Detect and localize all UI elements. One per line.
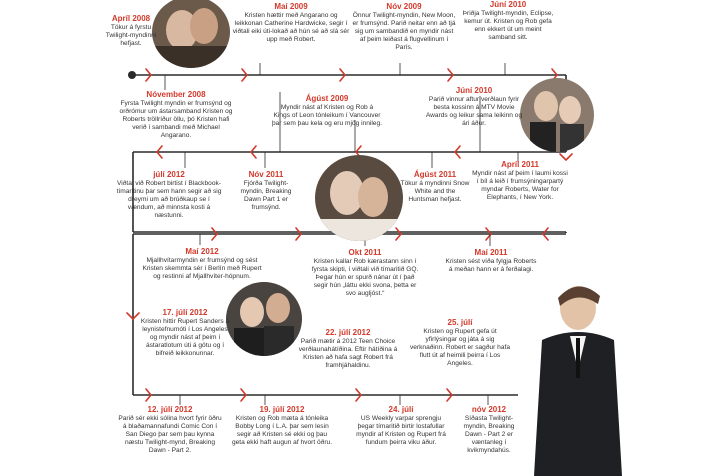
event-text: Kristen og Rob mæta á tónleika Bobby Long í L.A. þar sem lesin segir að Kristen sé ekki og þau geta ekki haft augun af hvort öðru. <box>231 415 333 446</box>
event-agu2009 <box>272 94 382 128</box>
event-text: Mjallhvítarmyndin er frumsýnd og sést Kristen skemmta sér í Berlín með Rupert og restinni af Mjallhvíter-hópnum. <box>142 257 262 280</box>
event-mai2011 <box>444 248 538 274</box>
couple-photo-breaking-dawn <box>315 155 403 241</box>
event-text: Myndir nást af þeim í laumi kossi í bíl á leið í frumsýningarpartý myndar Roberts, Water for Elephants, í New York. <box>472 170 568 201</box>
event-date: júlí 2012 <box>153 170 185 179</box>
robert-pattinson-photo <box>518 280 638 476</box>
event-text: Fyrsta Twilight myndin er frumsýnd og orðrómur um ástarsamband Kristen og Roberts tröllríður öllu, þó Kristen hafi verið í sambandi með Michael Angarano. <box>119 100 233 139</box>
event-date: 12. júlí 2012 <box>147 405 193 414</box>
event-nov2011 <box>236 170 296 212</box>
event-text: Þriðja Twilight-myndin, Eclipse, kemur út. Kristen og Rob gefa enn ekkert út um meint samband sitt. <box>462 10 554 41</box>
event-date: Maí 2011 <box>474 248 508 257</box>
event-jul2012c <box>298 328 398 370</box>
event-text: Kristen sést víða fylgja Roberts á meðan hann er á ferðalagi. <box>445 258 537 273</box>
event-date: 22. júlí 2012 <box>325 328 371 337</box>
event-nov2008 <box>118 90 234 140</box>
event-text: Önnur Twilight-myndin, New Moon, er frumsýnd. Parið neitar enn að tjá sig um sambandið en myndir nást af þeim leiðast á flugvellinum í París. <box>352 12 456 51</box>
event-agu2011 <box>400 170 470 204</box>
event-mai2009 <box>232 2 350 44</box>
event-date: 24. júlí <box>388 405 414 414</box>
event-apr2008 <box>100 14 162 48</box>
event-date: Ágúst 2009 <box>305 94 349 103</box>
event-text: Parið vinnur aftur verðlaun fyrir besta kossinn á MTV Movie Awards og leikur sama leikinn og ári áður. <box>425 96 523 127</box>
event-nov2009 <box>352 2 456 52</box>
event-date: Júní 2010 <box>455 86 493 95</box>
event-date: Júní 2010 <box>489 0 527 9</box>
event-date: Nóv 2011 <box>248 170 284 179</box>
event-date: Maí 2009 <box>274 2 308 11</box>
event-text: Myndir nást af Kristen og Rob á Kings of Leon tónleikum í Vancouver þar sem þau kela og eru mjög innileg. <box>272 104 382 127</box>
event-date: nóv 2012 <box>471 405 507 414</box>
event-okt2011 <box>310 248 420 298</box>
event-apr2011 <box>472 160 568 202</box>
kristen-rupert-photo <box>226 282 302 356</box>
event-text: Kristen kallar Rob kærastann sinn í fyrsta skipti, í viðtali við tímaritið GQ. Þegar hún er spurð nánar út í það segir hún „láttu ekki svona, þetta er svo augljóst.“ <box>311 258 419 297</box>
event-date: Maí 2012 <box>185 247 219 256</box>
event-date: Ágúst 2011 <box>413 170 457 179</box>
event-jul2012d <box>408 318 512 368</box>
event-text: Viðtal við Robert birtist í Blackbook-tímaritinu þar sem hann segir að sig dreymi um að brúðkaup se í vændum, að minnsta kosti á næstunni. <box>116 180 222 219</box>
event-jul2012b <box>140 308 230 358</box>
event-text: Kristen hittir Rupert Sanders á leynistefnumóti í Los Angeles og myndir nást af þeim í ástaratlotum úti á götu og í bifreið leikkonunnar. <box>140 318 230 357</box>
event-text: Kristen hættir með Angarano og leikkonan Catherine Hardwicke, segir í viðtali eiki úti-lokað að hún sé að slá sér upp með Robert. <box>232 12 350 43</box>
event-text: Tökur á myndinni Snow White and the Huntsman hefjast. <box>400 180 470 203</box>
event-date: Apríl 2008 <box>111 14 151 23</box>
event-jul2012g <box>356 405 446 447</box>
event-nov2012 <box>458 405 520 455</box>
event-jul2012f <box>230 405 334 447</box>
event-date: 17. júlí 2012 <box>162 308 208 317</box>
event-text: Fjórða Twilight-myndin, Breaking Dawn Part 1 er frumsýnd. <box>240 180 292 211</box>
event-mai2012 <box>142 247 262 281</box>
event-jun2010a <box>460 0 556 42</box>
timeline-start-dot <box>128 71 136 79</box>
event-text: US Weekly varpar sprengju þegar tímaritið birtir lostafullar myndir af Kristen og Rupert frá fundum þeirra viku áður. <box>356 415 446 446</box>
event-text: Parið sér ekki sólina hvort fyrir öðru á blaðamannafundi Comic Con í San Diego þar sem þau kynna næstu Twilight-mynd, Breaking Dawn - Part 2. <box>118 415 222 454</box>
event-date: Okt 2011 <box>348 248 382 257</box>
event-text: Kristen og Rupert gefa út yfirlýsingar og játa á sig verknaðinn. Robert er sagður hafa flutt út af heimili þeirra í Los Angeles. <box>409 328 511 367</box>
event-jul2012e <box>118 405 222 455</box>
event-date: 19. júlí 2012 <box>259 405 305 414</box>
couple-photo-red-carpet-2010 <box>520 78 594 152</box>
event-date: Apríl 2011 <box>501 160 539 169</box>
event-text: Tökur á fyrstu Twilight-myndinni hefjast. <box>105 24 157 47</box>
event-text: Parið mætir á 2012 Teen Choice verðlaunahátíðina. Eftir hátíðina á Kristen að hafa sagt Robert frá framhjáhaldinu. <box>298 338 398 369</box>
event-date: 25. júlí <box>447 318 473 327</box>
event-jun2010b <box>424 86 524 128</box>
event-date: Nóv 2009 <box>386 2 422 11</box>
event-text: Síðasta Twilight-myndin, Breaking Dawn - Part 2 er væntanleg í kvikmyndahús. <box>463 415 515 454</box>
event-jul2012a <box>116 170 222 220</box>
event-date: Nóvember 2008 <box>146 90 206 99</box>
